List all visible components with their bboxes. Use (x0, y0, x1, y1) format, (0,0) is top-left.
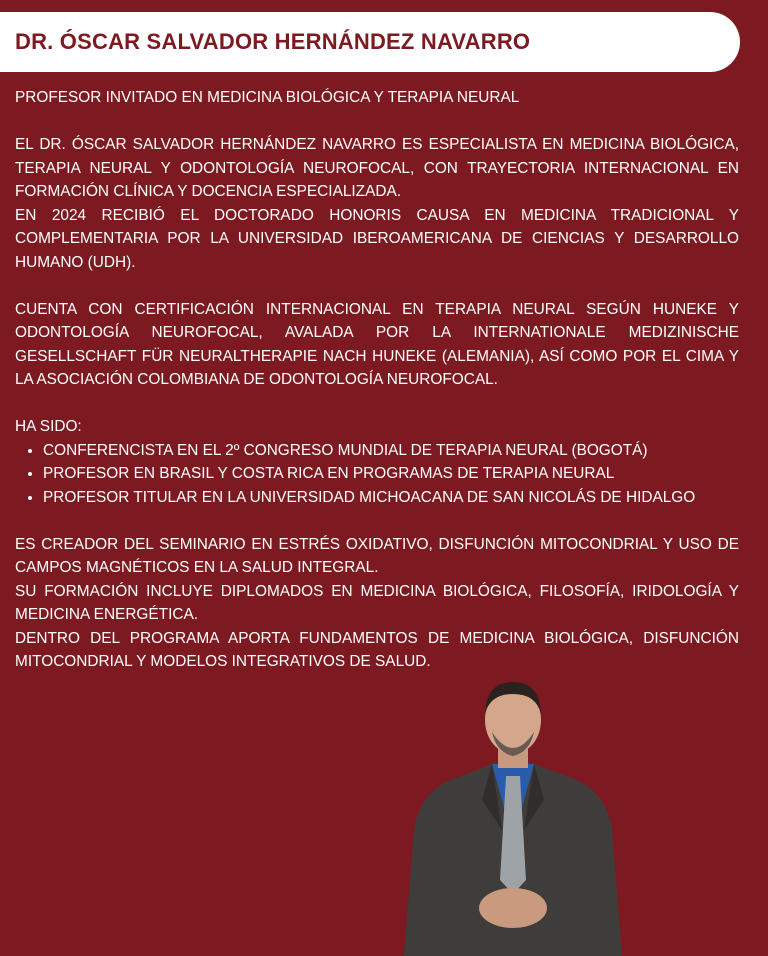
bio-paragraph-4: ES CREADOR DEL SEMINARIO EN ESTRÉS OXIDATIVO, DISFUNCIÓN MITOCONDRIAL Y USO DE CAMPOS MAGNÉTICOS EN LA SALUD INTEGRAL. (15, 535, 739, 576)
bio-paragraph-5: SU FORMACIÓN INCLUYE DIPLOMADOS EN MEDICINA BIOLÓGICA, FILOSOFÍA, IRIDOLOGÍA Y MEDICINA ENERGÉTICA. (15, 582, 739, 623)
bio-content (15, 86, 739, 674)
title-banner (0, 12, 740, 72)
portrait-hands (479, 888, 547, 928)
doctor-portrait (400, 680, 626, 956)
bio-paragraph-1: EL DR. ÓSCAR SALVADOR HERNÁNDEZ NAVARRO ES ESPECIALISTA EN MEDICINA BIOLÓGICA, TERAPIA NEURAL Y ODONTOLOGÍA NEUROFOCAL, CON TRAYECTORIA INTERNACIONAL EN FORMACIÓN CLÍNICA Y DOCENCIA ESPECIALIZADA. (15, 136, 739, 200)
list-item: • PROFESOR EN BRASIL Y COSTA RICA EN PROGRAMAS DE TERAPIA NEURAL (43, 462, 739, 486)
subtitle: PROFESOR INVITADO EN MEDICINA BIOLÓGICA Y TERAPIA NEURAL (15, 89, 520, 106)
bio-paragraph-2: EN 2024 RECIBIÓ EL DOCTORADO HONORIS CAUSA EN MEDICINA TRADICIONAL Y COMPLEMENTARIA POR LA UNIVERSIDAD IBEROAMERICANA DE CIENCIAS Y DESARROLLO HUMANO (UDH). (15, 206, 739, 271)
list-item: • CONFERENCISTA EN EL 2º CONGRESO MUNDIAL DE TERAPIA NEURAL (BOGOTÁ) (43, 439, 739, 463)
bio-paragraph-3: CUENTA CON CERTIFICACIÓN INTERNACIONAL EN TERAPIA NEURAL SEGÚN HUNEKE Y ODONTOLOGÍA NEUROFOCAL, AVALADA POR LA INTERNATIONALE MEDIZINISCHE GESELLSCHAFT FÜR NEURALTHERAPIE NACH HUNEKE (ALEMANIA), ASÍ COMO POR EL CIMA Y LA ASOCIACIÓN COLOMBIANA DE ODONTOLOGÍA NEUROFOCAL. (15, 300, 739, 388)
list-title: HA SIDO: (15, 418, 82, 435)
page-title: DR. ÓSCAR SALVADOR HERNÁNDEZ NAVARRO (15, 29, 531, 54)
list-item: • PROFESOR TITULAR EN LA UNIVERSIDAD MICHOACANA DE SAN NICOLÁS DE HIDALGO (43, 486, 739, 510)
bio-paragraph-6: DENTRO DEL PROGRAMA APORTA FUNDAMENTOS DE MEDICINA BIOLÓGICA, DISFUNCIÓN MITOCONDRIAL Y MODELOS INTEGRATIVOS DE SALUD. (15, 629, 739, 670)
achievements-list (15, 439, 739, 510)
